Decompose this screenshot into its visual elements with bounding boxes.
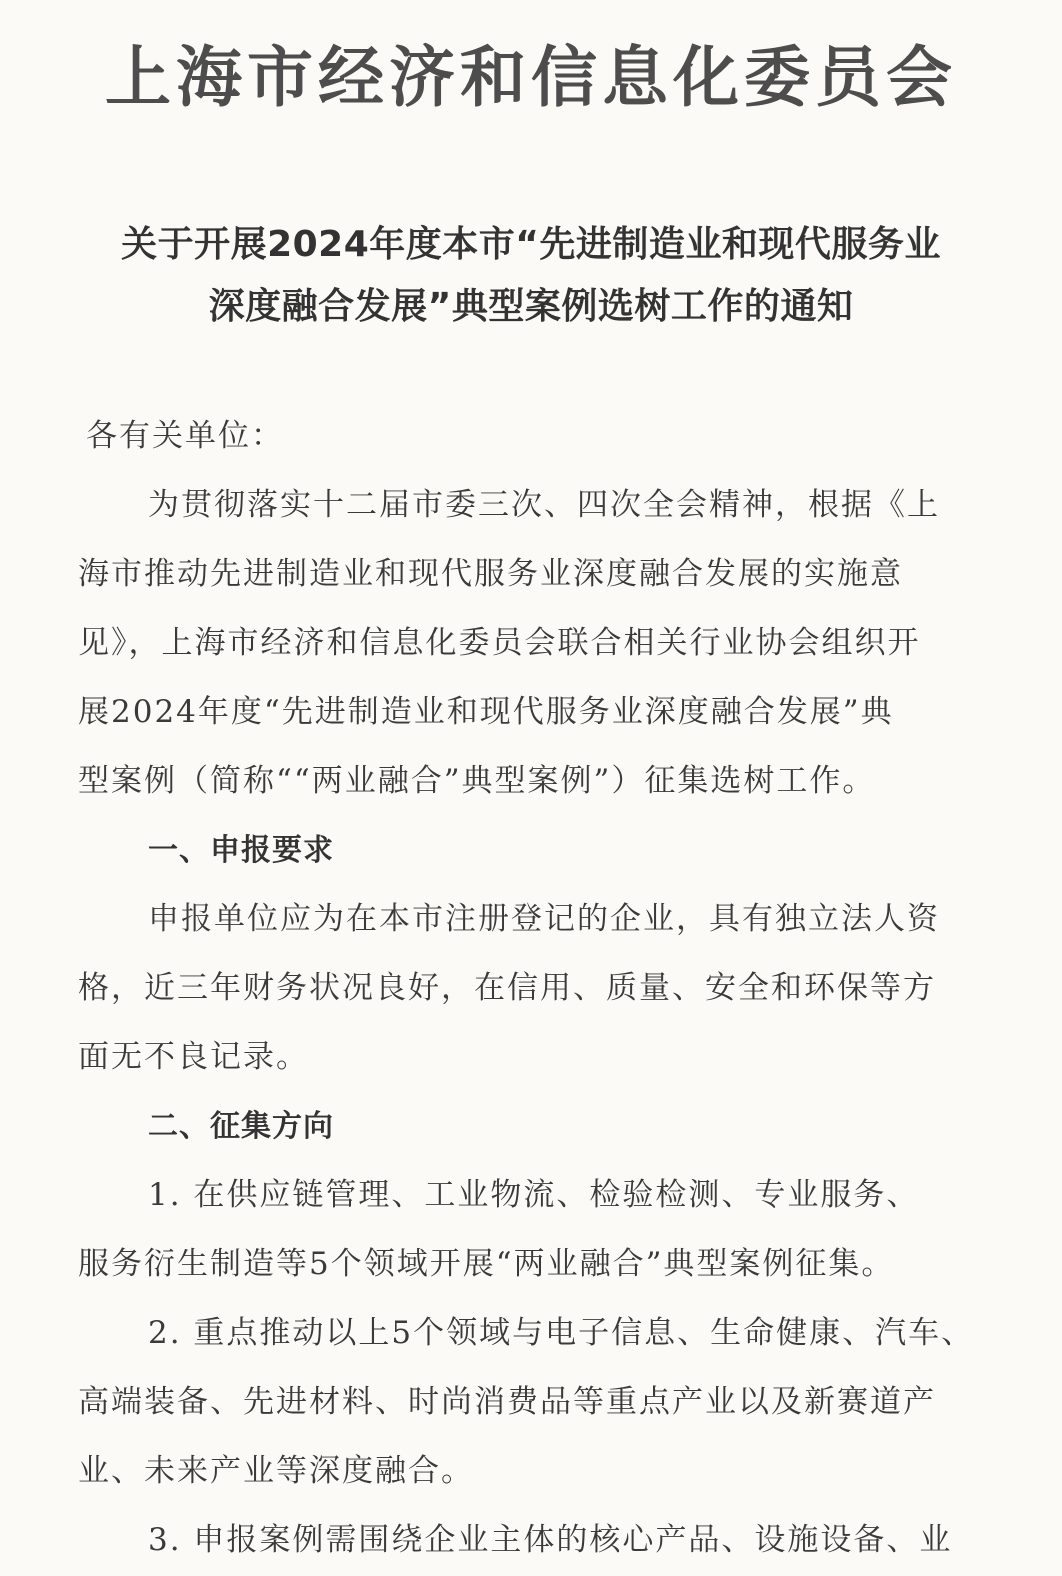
paragraph-line: 型案例（简称““两业融合”典型案例”）征集选树工作。 xyxy=(78,763,876,799)
list-item-2-line: 2. 重点推动以上5个领域与电子信息、生命健康、汽车、 xyxy=(148,1315,975,1351)
list-item-2-line: 业、未来产业等深度融合。 xyxy=(78,1453,474,1489)
salutation: 各有关单位： xyxy=(86,418,284,454)
document-body xyxy=(78,402,990,1575)
title-line-2: 深度融合发展”典型案例选树工作的通知 xyxy=(208,286,854,327)
list-item-1-line: 服务衍生制造等5个领域开展“两业融合”典型案例征集。 xyxy=(78,1246,895,1282)
list-item-3-line: 3. 申报案例需围绕企业主体的核心产品、设施设备、业 xyxy=(148,1522,953,1558)
list-item-1-line: 1. 在供应链管理、工业物流、检验检测、专业服务、 xyxy=(148,1177,920,1213)
paragraph-line: 海市推动先进制造业和现代服务业深度融合发展的实施意 xyxy=(78,556,903,592)
paragraph-line: 面无不良记录。 xyxy=(78,1039,309,1075)
document-title xyxy=(0,214,1062,338)
letterhead: 上海市经济和信息化委员会 xyxy=(105,39,957,116)
paragraph-line: 展2024年度“先进制造业和现代服务业深度融合发展”典 xyxy=(78,694,894,730)
paragraph-line: 格，近三年财务状况良好，在信用、质量、安全和环保等方 xyxy=(78,970,936,1006)
section-heading-directions: 二、征集方向 xyxy=(148,1109,334,1144)
paragraph-line: 申报单位应为在本市注册登记的企业，具有独立法人资 xyxy=(148,901,940,937)
section-heading-requirements: 一、申报要求 xyxy=(148,833,334,868)
paragraph-line: 见》，上海市经济和信息化委员会联合相关行业协会组织开 xyxy=(78,625,921,661)
title-line-1: 关于开展2024年度本市“先进制造业和现代服务业 xyxy=(121,224,941,265)
list-item-2-line: 高端装备、先进材料、时尚消费品等重点产业以及新赛道产 xyxy=(78,1384,936,1420)
paragraph-line: 为贯彻落实十二届市委三次、四次全会精神，根据《上 xyxy=(148,487,940,523)
